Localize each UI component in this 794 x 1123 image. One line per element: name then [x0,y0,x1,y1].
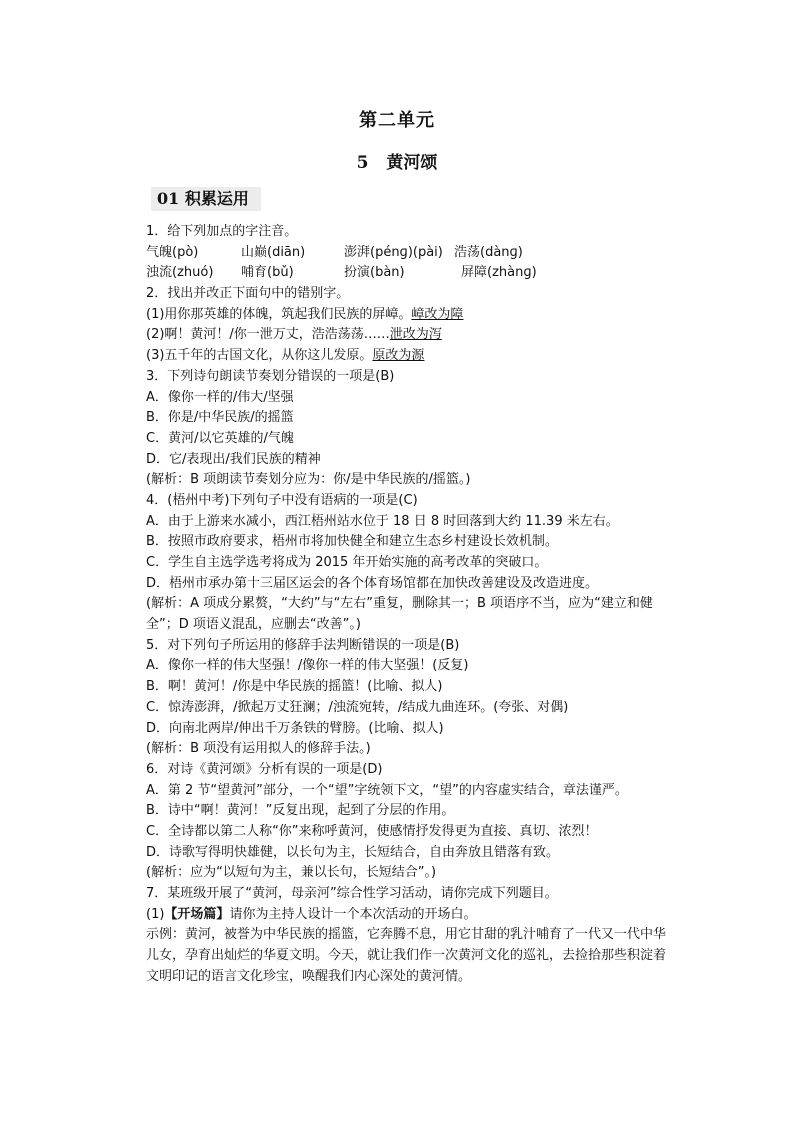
q7-stem: 7．某班级开展了“黄河，母亲河”综合性学习活动，请你完成下列题目。 [146,886,558,902]
q2-item-answer: 原改为源 [372,348,425,364]
q1-item: 浊流(zhuó) [146,265,214,281]
q1-row2 [146,263,678,284]
q1-item: 气魄(pò) [146,244,199,260]
q4-option: A．由于上游来水减小，西江梧州站水位于 18 日 8 时回落到大约 11.39 米左右。 [146,513,619,529]
q4-stem: 4．(梧州中考)下列句子中没有语病的一项是(C) [146,492,418,508]
q6-option: C．全诗都以第二人称“你”来称呼黄河，使感情抒发得更为直接、真切、浓烈！ [146,823,598,839]
q5-option: A．像你一样的伟大坚强！/像你一样的伟大坚强！(反复) [146,658,469,674]
unit-title: 第二单元 [359,110,435,131]
q7-sub1-number: (1) [146,906,165,922]
q7-example: 示例：黄河，被誉为中华民族的摇篮，它奔腾不息，用它甘甜的乳汁哺育了一代又一代中华儿女，孕育出灿烂的华夏文明。今天，就让我们作一次黄河文化的巡礼，去捡拾那些积淀着文明印记的语言文化珍宝，唤醒我们内心深处的黄河情。 [146,927,667,984]
question-content [146,222,678,988]
q1-item: 哺育(bǔ) [241,265,294,281]
q2-item-answer: 嶂改为障 [411,306,464,322]
q3-option: C．黄河/以它英雄的/气魄 [146,430,294,446]
q1-item: 扮演(bàn) [344,265,405,281]
q3-analysis: (解析：B 项朗读节奏划分应为：你/是中华民族的/摇篮。) [146,472,471,488]
q2-stem: 2．找出并改正下面句中的错别字。 [146,286,350,302]
q5-stem: 5．对下列句子所运用的修辞手法判断错误的一项是(B) [146,637,460,653]
q2-item-text: (2)啊！黄河！/你一泄万丈，浩浩荡荡…… [146,327,390,343]
q2-item [146,346,678,367]
q4-option: C．学生自主选学选考将成为 2015 年开始实施的高考改革的突破口。 [146,555,548,570]
q5-option: D．向南北两岸/伸出千万条铁的臂膀。(比喻、拟人) [146,720,444,736]
q1-item: 山巅(diān) [241,244,306,260]
q1-item: 浩荡(dànɡ) [454,244,523,260]
q6-option: D．诗歌写得明快雄健，以长句为主，长短结合，自由奔放且错落有致。 [146,844,560,860]
q5-option: C．惊涛澎湃，/掀起万丈狂澜；/浊流宛转，/结成九曲连环。(夸张、对偶) [146,699,569,715]
q3-option: B．你是/中华民族/的摇篮 [146,410,294,426]
lesson-name: 黄河颂 [386,153,438,173]
q2-item [146,305,678,326]
q6-option: A．第 2 节“望黄河”部分，一个“望”字统领下文，“望”的内容虚实结合，章法谨严。 [146,782,628,798]
q3-option: D．它/表现出/我们民族的精神 [146,451,321,467]
q6-option: B．诗中“啊！黄河！”反复出现，起到了分层的作用。 [146,803,455,819]
q6-analysis: (解析：应为“以短句为主，兼以长句，长短结合”。) [146,865,437,881]
q4-option: B．按照市政府要求，梧州市将加快健全和建立生态乡村建设长效机制。 [146,534,558,550]
lesson-title [0,148,794,173]
q4-analysis: (解析：A 项成分累赘，“大约”与“左右”重复，删除其一；B 项语序不当，应为“建立和健全”；D 项语义混乱，应删去“改善”。) [146,596,653,633]
q2-item-answer: 泄改为泻 [389,327,442,343]
q2-item [146,325,678,346]
q5-option: B．啊！黄河！/你是中华民族的摇篮！(比喻、拟人) [146,679,443,695]
q3-option: A．像你一样的/伟大/坚强 [146,389,294,405]
q7-sub1-text: 请你为主持人设计一个本次活动的开场白。 [229,906,477,922]
section-label: 01 积累运用 [151,187,261,211]
q1-stem: 1．给下列加点的字注音。 [146,224,298,239]
q7-sub1-tag: 【开场篇】 [164,906,230,922]
q7-sub1 [146,905,678,926]
q5-analysis: (解析：B 项没有运用拟人的修辞手法。) [146,741,371,757]
q2-item-text: (3)五千年的古国文化，从你这儿发原。 [146,348,373,364]
lesson-number: 5 [356,153,369,173]
q6-stem: 6．对诗《黄河颂》分析有误的一项是(D) [146,761,383,777]
q1-item: 澎湃(pénɡ)(pài) [344,244,443,260]
q1-row1 [146,243,678,264]
q4-option: D．梧州市承办第十三届区运会的各个体育场馆都在加快改善建设及改造进度。 [146,575,599,591]
q2-item-text: (1)用你那英雄的体魄，筑起我们民族的屏嶂。 [146,306,412,322]
q1-item: 屏障(zhànɡ) [461,265,537,281]
q3-stem: 3．下列诗句朗读节奏划分错误的一项是(B) [146,368,395,384]
